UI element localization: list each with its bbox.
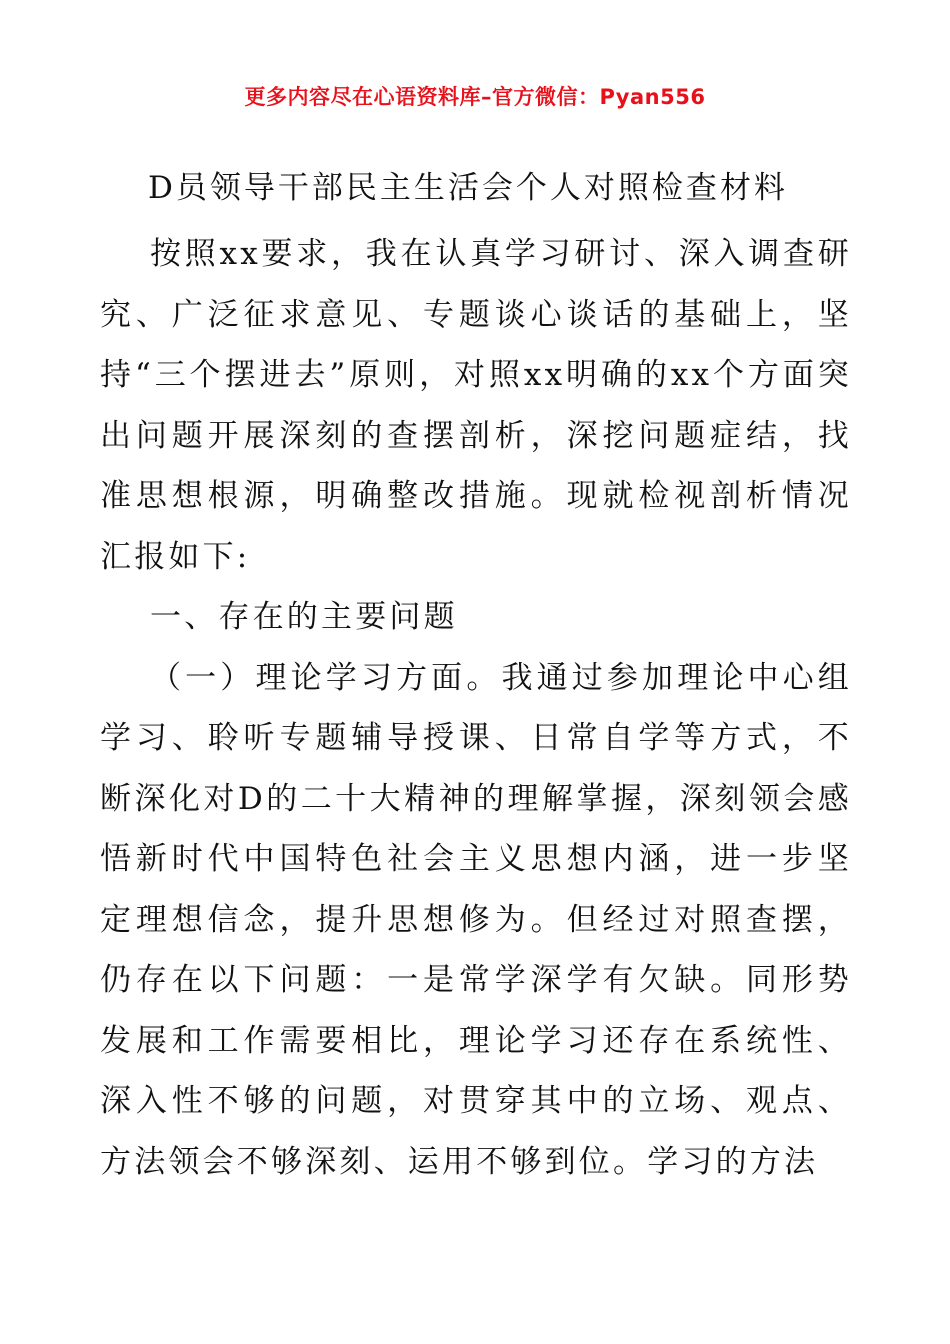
section-paragraph: （一）理论学习方面。我通过参加理论中心组学习、聆听专题辅导授课、日常自学等方式，不断深化对D的二十大精神的理解掌握，深刻领会感悟新时代中国特色社会主义思想内涵，进一步坚定理想信念，提升思想修为。但经过对照查摆，仍存在以下问题：一是常学深学有欠缺。同形势发展和工作需要相比，理论学习还存在系统性、深入性不够的问题，对贯穿其中的立场、观点、方法领会不够深刻、运用不够到位。学习的方法	[100, 659, 852, 1180]
document-page	[100, 166, 852, 1192]
watermark-banner: 更多内容尽在心语资料库–官方微信：Pyan556	[244, 85, 706, 109]
section-heading: 一、存在的主要问题	[150, 599, 458, 635]
document-title: D员领导干部民主生活会个人对照检查材料	[148, 170, 788, 206]
intro-paragraph: 按照xx要求，我在认真学习研讨、深入调查研究、广泛征求意见、专题谈心谈话的基础上，坚持“三个摆进去”原则，对照xx明确的xx个方面突出问题开展深刻的查摆剖析，深挖问题症结，找准思想根源，明确整改措施。现就检视剖析情况汇报如下:	[100, 236, 852, 575]
